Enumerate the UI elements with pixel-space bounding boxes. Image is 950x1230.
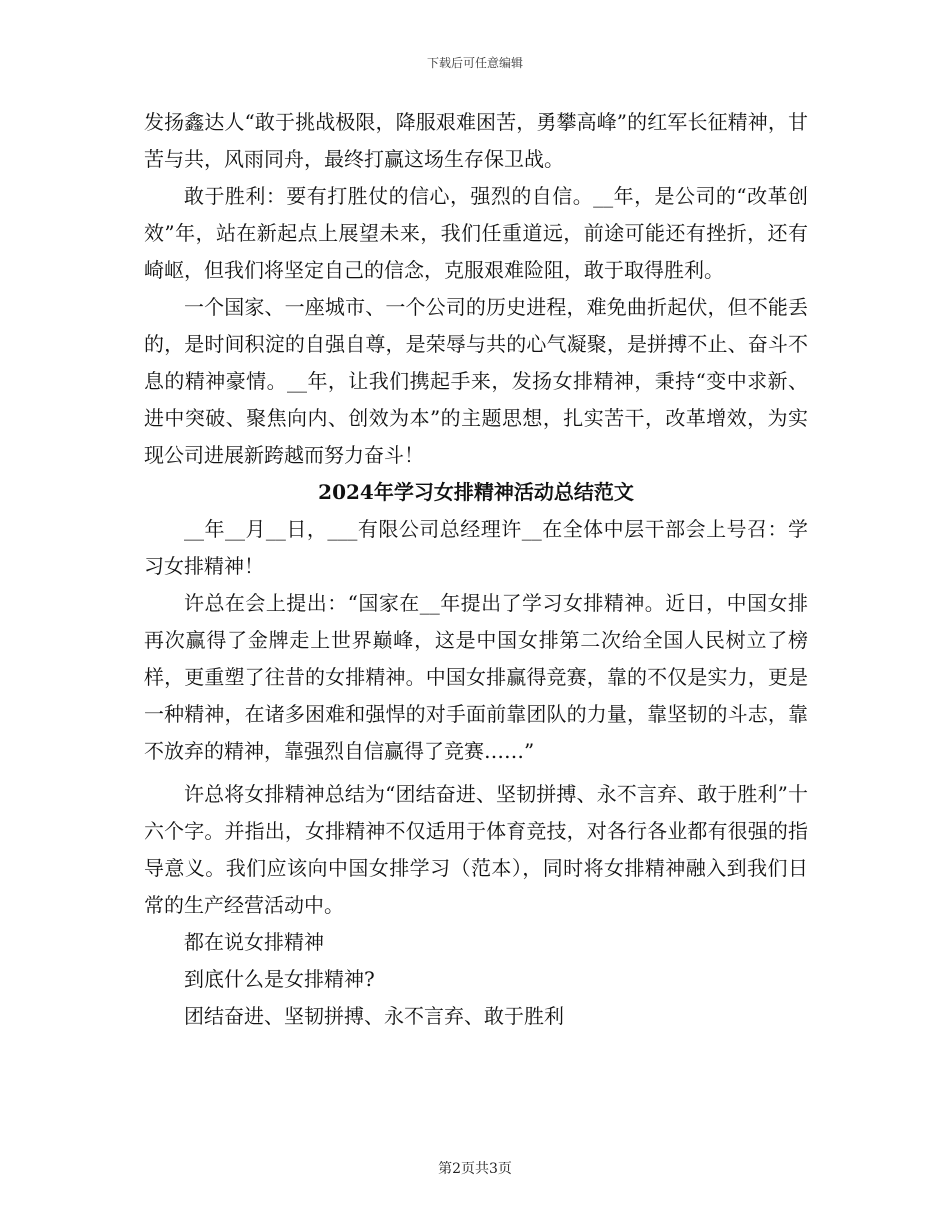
paragraph-5: 许总在会上提出：“国家在__年提出了学习女排精神。近日，中国女排再次赢得了金牌走上世界巅峰，这是中国女排第二次给全国人民树立了榜样，更重塑了往昔的女排精神。中国女排赢得竞赛，靠的不仅是实力，更是一种精神，在诸多困难和强悍的对手面前靠团队的力量，靠坚韧的斗志，靠不放弃的精神，靠强烈自信赢得了竞赛……” xyxy=(144,591,808,763)
page-header: 下载后可任意编辑 xyxy=(426,56,523,70)
paragraph-2: 敢于胜利：要有打胜仗的信心，强烈的自信。__年，是公司的“改革创效”年，站在新起点上展望未来，我们任重道远，前途可能还有挫折，还有崎岖，但我们将坚定自己的信念，克服艰难险阻，敢于取得胜利。 xyxy=(144,184,808,282)
paragraph-9: 团结奋进、坚韧拼搏、永不言弃、敢于胜利 xyxy=(184,1004,564,1028)
paragraph-1: 发扬鑫达人“敢于挑战极限，降服艰难困苦，勇攀高峰”的红军长征精神，甘苦与共，风雨同舟，最终打赢这场生存保卫战。 xyxy=(144,110,808,171)
paragraph-7: 都在说女排精神 xyxy=(184,930,324,954)
paragraph-8: 到底什么是女排精神? xyxy=(184,967,375,991)
paragraph-4: __年__月__日，___有限公司总经理许__在全体中层干部会上号召：学习女排精神！ xyxy=(144,517,808,578)
paragraph-6: 许总将女排精神总结为“团结奋进、坚韧拼搏、永不言弃、敢于胜利”十六个字。并指出，女排精神不仅适用于体育竞技，对各行各业都有很强的指导意义。我们应该向中国女排学习（范本），同时将女排精神融入到我们日常的生产经营活动中。 xyxy=(144,782,808,917)
paragraph-3: 一个国家、一座城市、一个公司的历史进程，难免曲折起伏，但不能丢的，是时间积淀的自强自尊，是荣辱与共的心气凝聚，是拼搏不止、奋斗不息的精神豪情。__年，让我们携起手来，发扬女排精神，秉持“变中求新、进中突破、聚焦向内、创效为本”的主题思想，扎实苦干，改革增效，为实现公司进展新跨越而努力奋斗！ xyxy=(144,295,808,467)
document-body xyxy=(144,104,808,1035)
section-title: 2024年学习女排精神活动总结范文 xyxy=(318,480,634,504)
page-footer: 第2页共3页 xyxy=(438,1161,512,1177)
